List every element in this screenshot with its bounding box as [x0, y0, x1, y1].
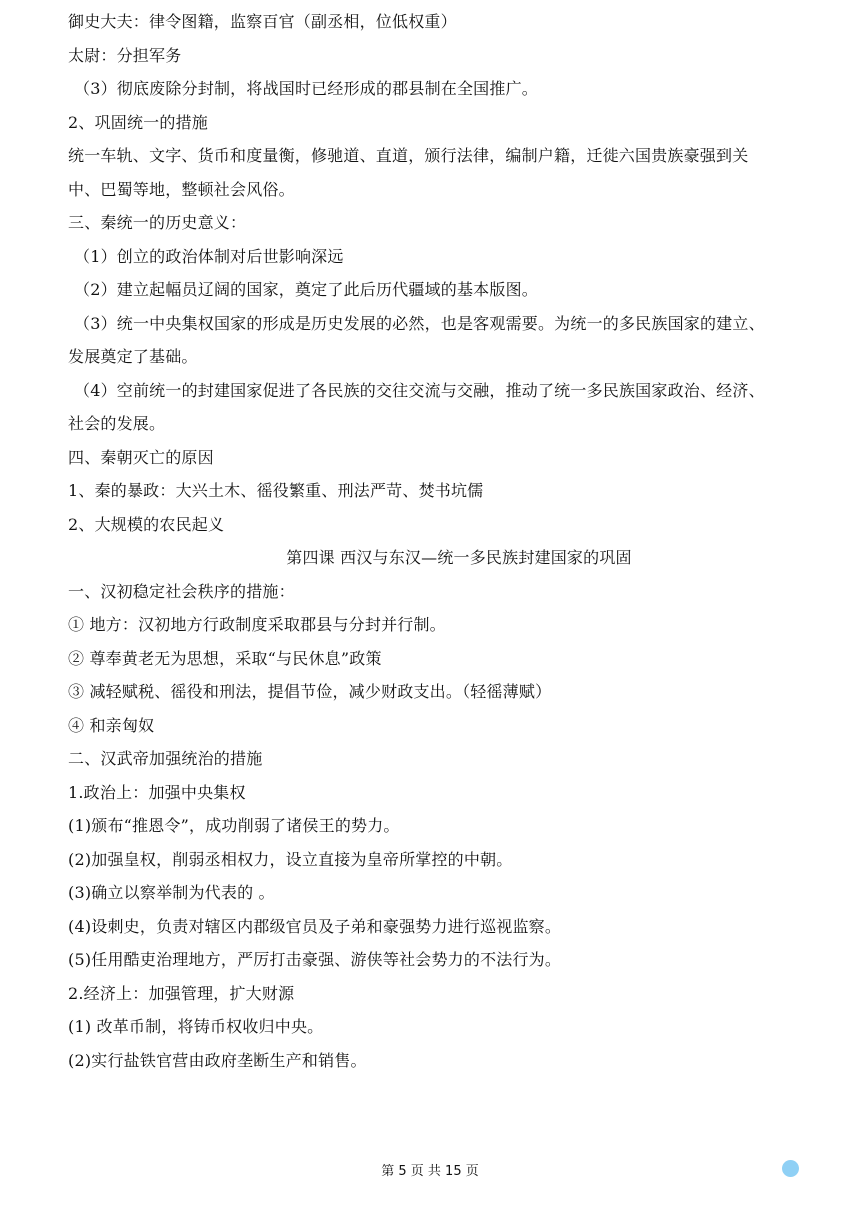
- page-footer: 第 5 页 共 15 页: [381, 1164, 479, 1179]
- document-body: [68, 5, 798, 1077]
- text-line: (5)任用酷吏治理地方，严厉打击豪强、游侠等社会势力的不法行为。: [68, 950, 562, 969]
- text-line: ① 地方：汉初地方行政制度采取郡县与分封并行制。: [68, 615, 446, 634]
- text-line: (3)确立以察举制为代表的 。: [68, 883, 275, 902]
- lesson-title: 第四课 西汉与东汉—统一多民族封建国家的巩固: [286, 548, 632, 567]
- text-line: 社会的发展。: [68, 414, 166, 433]
- text-line: 发展奠定了基础。: [68, 347, 198, 366]
- text-line: 中、巴蜀等地，整顿社会风俗。: [68, 179, 295, 199]
- text-line: (1) 改革币制，将铸币权收归中央。: [68, 1017, 324, 1036]
- text-line: （3）彻底废除分封制，将战国时已经形成的郡县制在全国推广。: [74, 79, 538, 98]
- text-line: 御史大夫：律令图籍，监察百官（副丞相，位低权重）: [68, 12, 457, 31]
- section-heading: 二、汉武帝加强统治的措施: [68, 749, 263, 768]
- text-line: 2.经济上：加强管理，扩大财源: [68, 983, 295, 1003]
- text-line: （3）统一中央集权国家的形成是历史发展的必然，也是客观需要。为统一的多民族国家的建立、: [74, 313, 765, 333]
- circle-icon: [782, 1160, 799, 1177]
- text-line: (1)颁布“推恩令”，成功削弱了诸侯王的势力。: [68, 816, 400, 835]
- section-heading: 三、秦统一的历史意义：: [68, 213, 247, 232]
- text-line: （4）空前统一的封建国家促进了各民族的交往交流与交融，推动了统一多民族国家政治、经济、: [74, 380, 765, 400]
- text-line: 1.政治上：加强中央集权: [68, 782, 246, 802]
- section-heading: 一、汉初稳定社会秩序的措施：: [68, 581, 295, 601]
- text-line: （2）建立起幅员辽阔的国家，奠定了此后历代疆域的基本版图。: [74, 280, 538, 299]
- section-heading: 四、秦朝灭亡的原因: [68, 447, 214, 467]
- text-line: ③ 减轻赋税、徭役和刑法，提倡节俭，减少财政支出。（轻徭薄赋）: [68, 682, 552, 701]
- text-line: (2)实行盐铁官营由政府垄断生产和销售。: [68, 1050, 367, 1070]
- text-line: 太尉：分担军务: [68, 45, 182, 65]
- text-line: 1、秦的暴政：大兴土木、徭役繁重、刑法严苛、焚书坑儒: [68, 481, 484, 500]
- text-line: (4)设刺史，负责对辖区内郡级官员及子弟和豪强势力进行巡视监察。: [68, 916, 562, 936]
- text-line: （1）创立的政治体制对后世影响深远: [74, 246, 344, 266]
- text-line: 统一车轨、文字、货币和度量衡，修驰道、直道，颁行法律，编制户籍，迁徙六国贵族豪强到关: [68, 146, 749, 165]
- text-line: ② 尊奉黄老无为思想，采取“与民休息”政策: [68, 648, 382, 668]
- text-line: 2、大规模的农民起义: [68, 514, 225, 534]
- text-line: (2)加强皇权，削弱丞相权力，设立直接为皇帝所掌控的中朝。: [68, 849, 513, 869]
- section-heading: 2、巩固统一的措施: [68, 112, 208, 132]
- text-line: ④ 和亲匈奴: [68, 715, 155, 735]
